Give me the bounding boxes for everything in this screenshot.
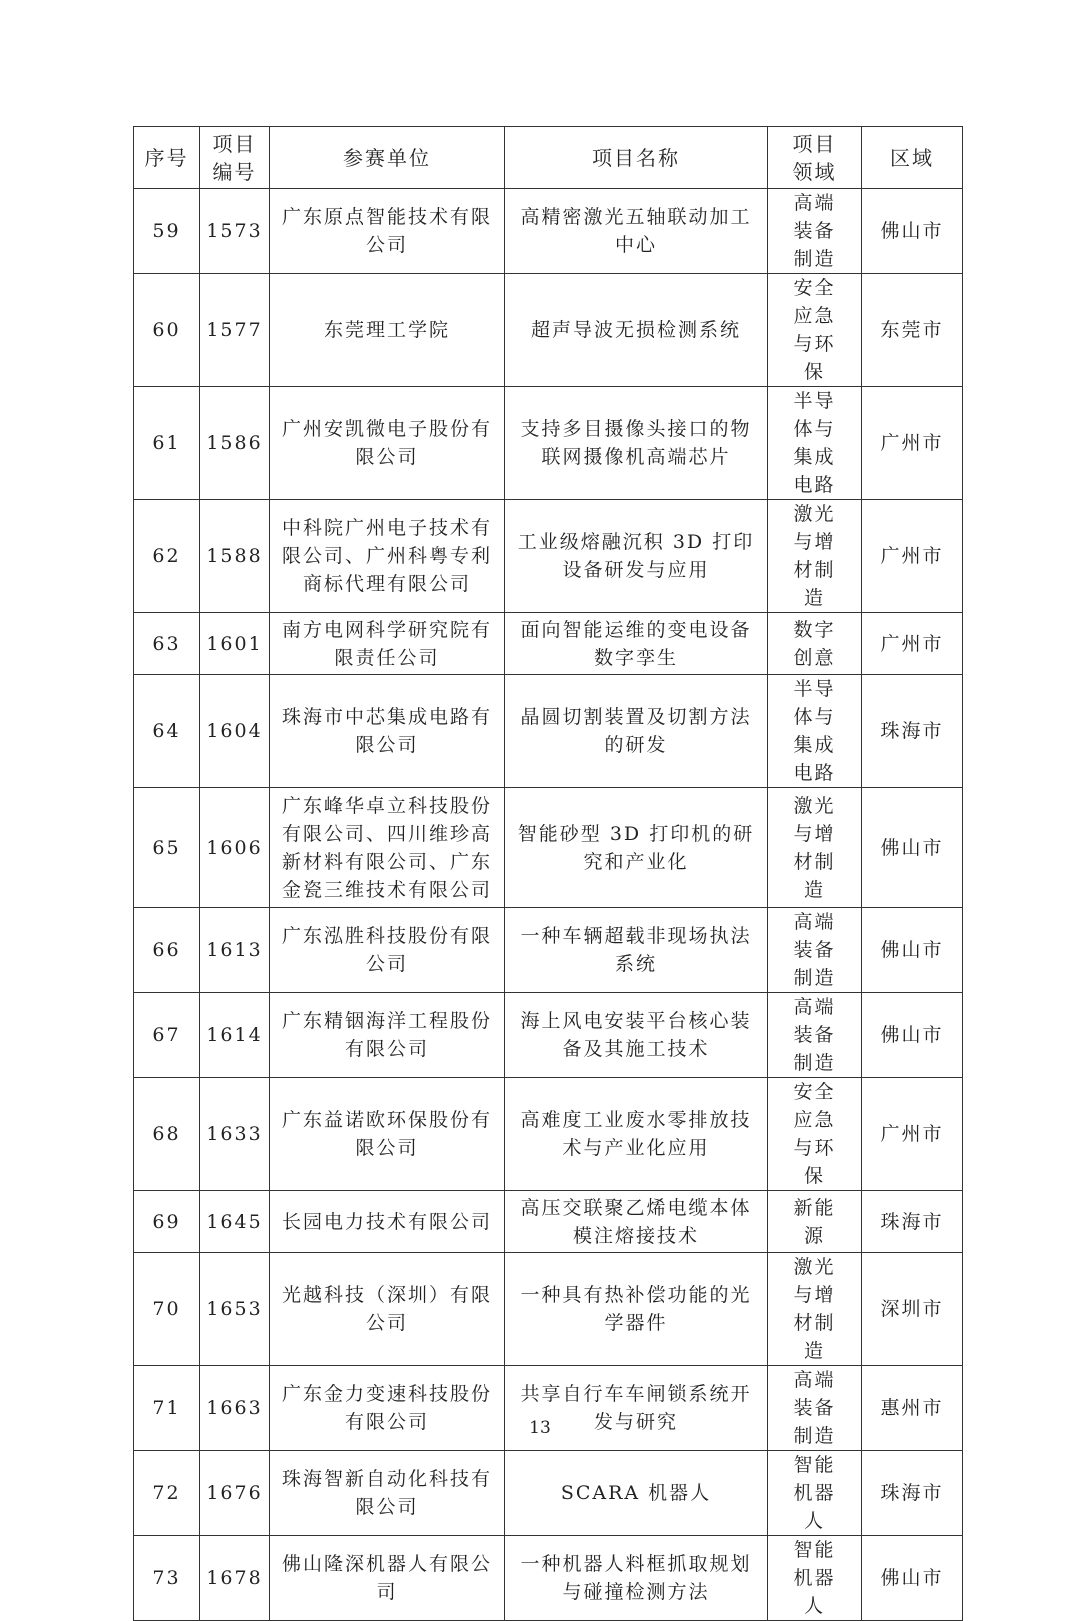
participant-unit-cell: 广州安凯微电子股份有限公司 [270,387,505,500]
participant-unit-cell: 广东泓胜科技股份有限公司 [270,908,505,993]
project-field-cell: 高端装备制造 [768,908,862,993]
project-code-cell: 1676 [200,1451,270,1536]
table-row [134,613,963,675]
serial-cell: 73 [134,1536,200,1621]
project-field-cell: 智能机器人 [768,1451,862,1536]
participant-unit-cell: 佛山隆深机器人有限公司 [270,1536,505,1621]
table-row [134,1191,963,1253]
participant-unit-cell: 南方电网科学研究院有限责任公司 [270,613,505,675]
project-code-cell: 1604 [200,675,270,788]
table-row [134,675,963,788]
serial-cell: 65 [134,788,200,908]
participant-unit-cell: 珠海智新自动化科技有限公司 [270,1451,505,1536]
table-row [134,387,963,500]
table-body [134,189,963,1621]
serial-cell: 59 [134,189,200,274]
participant-unit-cell: 广东峰华卓立科技股份有限公司、四川维珍高新材料有限公司、广东金瓷三维技术有限公司 [270,788,505,908]
table-row [134,1078,963,1191]
project-code-cell: 1573 [200,189,270,274]
project-name-cell: 一种机器人料框抓取规划与碰撞检测方法 [505,1536,768,1621]
serial-cell: 66 [134,908,200,993]
table-row [134,500,963,613]
project-field-cell: 激光与增材制造 [768,788,862,908]
project-field-cell: 半导体与集成电路 [768,675,862,788]
project-code-cell: 1633 [200,1078,270,1191]
project-name-cell: 高难度工业废水零排放技术与产业化应用 [505,1078,768,1191]
project-code-cell: 1613 [200,908,270,993]
project-code-cell: 1586 [200,387,270,500]
project-field-cell: 激光与增材制造 [768,1253,862,1366]
project-code-cell: 1663 [200,1366,270,1451]
region-cell: 广州市 [862,387,963,500]
project-name-cell: 工业级熔融沉积 3D 打印设备研发与应用 [505,500,768,613]
region-cell: 广州市 [862,613,963,675]
project-code-cell: 1653 [200,1253,270,1366]
serial-cell: 64 [134,675,200,788]
region-cell: 佛山市 [862,788,963,908]
region-cell: 珠海市 [862,1451,963,1536]
project-list-table [133,126,963,1621]
project-field-cell: 高端装备制造 [768,993,862,1078]
project-field-cell: 安全应急与环保 [768,1078,862,1191]
project-name-cell: 面向智能运维的变电设备数字孪生 [505,613,768,675]
serial-cell: 68 [134,1078,200,1191]
header-project-code: 项目编号 [200,127,270,189]
serial-cell: 63 [134,613,200,675]
serial-cell: 62 [134,500,200,613]
region-cell: 佛山市 [862,189,963,274]
region-cell: 广州市 [862,500,963,613]
project-name-cell: 高精密激光五轴联动加工中心 [505,189,768,274]
project-code-cell: 1588 [200,500,270,613]
table-row [134,1451,963,1536]
project-name-cell: 高压交联聚乙烯电缆本体模注熔接技术 [505,1191,768,1253]
participant-unit-cell: 长园电力技术有限公司 [270,1191,505,1253]
table-row [134,274,963,387]
region-cell: 珠海市 [862,675,963,788]
page-number: 13 [529,1418,551,1438]
region-cell: 东莞市 [862,274,963,387]
participant-unit-cell: 中科院广州电子技术有限公司、广州科粤专利商标代理有限公司 [270,500,505,613]
participant-unit-cell: 广东益诺欧环保股份有限公司 [270,1078,505,1191]
project-code-cell: 1614 [200,993,270,1078]
project-name-cell: 共享自行车车闸锁系统开发与研究 [505,1366,768,1451]
header-serial: 序号 [134,127,200,189]
project-field-cell: 数字创意 [768,613,862,675]
project-name-cell: SCARA 机器人 [505,1451,768,1536]
table-row [134,189,963,274]
project-name-cell: 一种车辆超载非现场执法系统 [505,908,768,993]
table-row [134,908,963,993]
project-field-cell: 安全应急与环保 [768,274,862,387]
header-project-name: 项目名称 [505,127,768,189]
participant-unit-cell: 广东原点智能技术有限公司 [270,189,505,274]
header-project-field: 项目领域 [768,127,862,189]
header-participant-unit: 参赛单位 [270,127,505,189]
project-code-cell: 1678 [200,1536,270,1621]
region-cell: 佛山市 [862,993,963,1078]
participant-unit-cell: 珠海市中芯集成电路有限公司 [270,675,505,788]
project-name-cell: 智能砂型 3D 打印机的研究和产业化 [505,788,768,908]
region-cell: 珠海市 [862,1191,963,1253]
project-code-cell: 1601 [200,613,270,675]
region-cell: 佛山市 [862,1536,963,1621]
serial-cell: 72 [134,1451,200,1536]
project-field-cell: 高端装备制造 [768,189,862,274]
serial-cell: 71 [134,1366,200,1451]
project-field-cell: 新能源 [768,1191,862,1253]
project-name-cell: 超声导波无损检测系统 [505,274,768,387]
project-code-cell: 1645 [200,1191,270,1253]
project-code-cell: 1577 [200,274,270,387]
participant-unit-cell: 广东金力变速科技股份有限公司 [270,1366,505,1451]
project-field-cell: 高端装备制造 [768,1366,862,1451]
project-name-cell: 晶圆切割装置及切割方法的研发 [505,675,768,788]
serial-cell: 69 [134,1191,200,1253]
table-row [134,788,963,908]
region-cell: 惠州市 [862,1366,963,1451]
region-cell: 深圳市 [862,1253,963,1366]
serial-cell: 70 [134,1253,200,1366]
serial-cell: 67 [134,993,200,1078]
participant-unit-cell: 广东精铟海洋工程股份有限公司 [270,993,505,1078]
table-header-row [134,127,963,189]
participant-unit-cell: 光越科技（深圳）有限公司 [270,1253,505,1366]
project-field-cell: 半导体与集成电路 [768,387,862,500]
serial-cell: 60 [134,274,200,387]
project-code-cell: 1606 [200,788,270,908]
serial-cell: 61 [134,387,200,500]
region-cell: 佛山市 [862,908,963,993]
table-row [134,1253,963,1366]
region-cell: 广州市 [862,1078,963,1191]
participant-unit-cell: 东莞理工学院 [270,274,505,387]
project-field-cell: 智能机器人 [768,1536,862,1621]
header-region: 区域 [862,127,963,189]
project-name-cell: 一种具有热补偿功能的光学器件 [505,1253,768,1366]
project-field-cell: 激光与增材制造 [768,500,862,613]
table-row [134,993,963,1078]
table-row [134,1536,963,1621]
project-name-cell: 海上风电安装平台核心装备及其施工技术 [505,993,768,1078]
project-name-cell: 支持多目摄像头接口的物联网摄像机高端芯片 [505,387,768,500]
